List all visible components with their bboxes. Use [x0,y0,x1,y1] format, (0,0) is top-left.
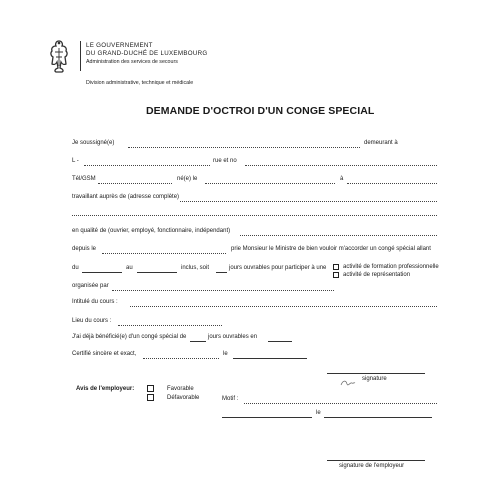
soussigne-label: Je soussigné(e) [72,140,115,146]
favorable-label: Favorable [167,386,194,392]
signature-scribble-icon [340,375,356,385]
name-field[interactable] [128,147,360,148]
gov-line-3: Administration des services de secours [86,59,178,65]
jours-en-label: jours ouvrables en [208,334,258,340]
date-to-field[interactable] [137,272,177,273]
coat-of-arms-icon [44,38,74,74]
birthdate-field[interactable] [205,183,335,184]
employer-signature-label: signature de l'employeur [339,463,405,469]
inclus-label: inclus, soit [181,265,210,271]
signature-label: signature [362,376,387,382]
demeurant-label: demeurant à [364,140,398,146]
gov-line-1: LE GOUVERNEMENT [86,42,153,49]
beneficie-label: J'ai déjà bénéficié(e) d'un congé spécial de [72,334,187,340]
birthplace-label: à [340,176,344,182]
employer-date-label: le [316,410,321,416]
jours-label: jours ouvrables pour participer à une [229,265,327,271]
defavorable-checkbox[interactable] [147,394,154,401]
header-divider [80,41,81,71]
intitule-label: Intitulé du cours : [72,299,118,305]
date-from-field[interactable] [82,272,122,273]
tel-label: Tél/GSM [72,176,96,182]
certifie-place-field[interactable] [143,358,219,359]
lieu-label: Lieu du cours : [72,318,112,324]
tel-field[interactable] [98,183,172,184]
employer-address-label: travaillant auprès de (adresse complète) [72,194,180,200]
postal-city-field[interactable] [84,165,210,166]
employer-address-field[interactable] [180,201,437,202]
prie-label: prie Monsieur le Ministre de bien vouloir m'accorder un congé spécial allant [231,246,431,252]
certifie-label: Certifié sincère et exact, [72,351,137,357]
previous-days-field[interactable] [190,341,206,342]
avis-employeur-label: Avis de l'employeur: [76,386,135,392]
applicant-signature-line[interactable] [327,373,425,374]
division-label: Division administrative, technique et médicale [86,80,194,86]
favorable-checkbox[interactable] [147,385,154,392]
representation-checkbox[interactable] [333,272,339,278]
postal-prefix-label: L - [72,158,79,164]
days-count-field[interactable] [216,272,227,273]
birthdate-label: né(e) le [177,176,198,182]
depuis-field[interactable] [102,253,226,254]
formation-checkbox[interactable] [333,264,339,270]
employer-signature-line[interactable] [327,460,425,461]
motif-field[interactable] [244,403,437,404]
qualite-field[interactable] [240,235,437,236]
depuis-label: depuis le [72,246,97,252]
gov-line-2: DU GRAND-DUCHÉ DE LUXEMBOURG [86,50,208,57]
lieu-field[interactable] [118,325,222,326]
street-field[interactable] [245,165,437,166]
birthplace-field[interactable] [347,183,437,184]
qualite-label: en qualité de (ouvrier, employé, fonctionnaire, indépendant) [72,228,231,234]
defavorable-label: Défavorable [167,395,200,401]
organisee-label: organisée par [72,283,109,289]
certifie-date-label: le [223,351,228,357]
employer-date-field[interactable] [324,417,432,418]
du-label: du [72,265,79,271]
motif-label: Motif : [222,396,239,402]
intitule-field[interactable] [130,306,437,307]
formation-label: activité de formation professionnelle [343,264,439,270]
employer-place-field[interactable] [222,417,312,418]
au-label: au [126,265,133,271]
page-title: DEMANDE D'OCTROI D'UN CONGE SPECIAL [146,105,375,117]
organisee-field[interactable] [112,290,334,291]
certifie-date-field[interactable] [233,358,307,359]
rue-label: rue et no [213,158,237,164]
representation-label: activité de représentation [343,272,411,278]
previous-year-field[interactable] [268,341,292,342]
employer-address-field-2[interactable] [72,215,437,216]
